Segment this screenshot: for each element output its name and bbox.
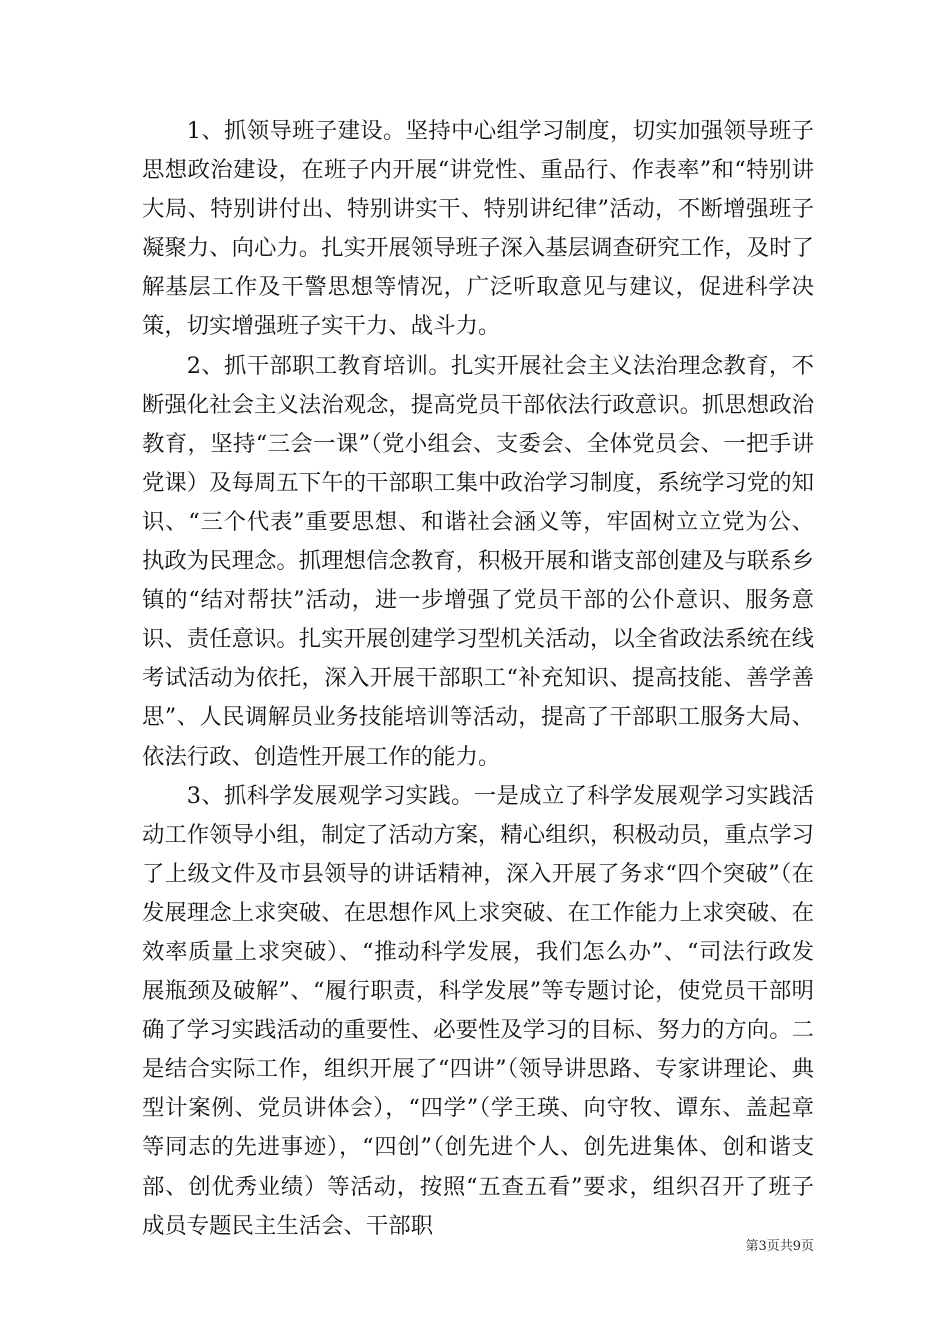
document-body xyxy=(142,112,814,1246)
paragraph-leadership: 1、抓领导班子建设。坚持中心组学习制度，切实加强领导班子思想政治建设，在班子内开展“讲党性、重品行、作表率”和“特别讲大局、特别讲付出、特别讲实干、特别讲纪律”活动，不断增强班子凝聚力、向心力。扎实开展领导班子深入基层调查研究工作，及时了解基层工作及干警思想等情况，广泛听取意见与建议，促进科学决策，切实增强班子实干力、战斗力。 xyxy=(142,118,814,340)
paragraph-scientific-development: 3、抓科学发展观学习实践。一是成立了科学发展观学习实践活动工作领导小组，制定了活动方案，精心组织，积极动员，重点学习了上级文件及市县领导的讲话精神，深入开展了务求“四个突破”（在发展理念上求突破、在思想作风上求突破、在工作能力上求突破、在效率质量上求突破）、“推动科学发展，我们怎么办”、“司法行政发展瓶颈及破解”、“履行职责，科学发展”等专题讨论，使党员干部明确了学习实践活动的重要性、必要性及学习的目标、努力的方向。二是结合实际工作，组织开展了“四讲”（领导讲思路、专家讲理论、典型计案例、党员讲体会），“四学”（学王瑛、向守牧、谭东、盖起章等同志的先进事迹），“四创”（创先进个人、创先进集体、创和谐支部、创优秀业绩）等活动，按照“五查五看”要求，组织召开了班子成员专题民主生活会、干部职 xyxy=(142,782,814,1239)
page-number: 第3页共9页 xyxy=(745,1239,814,1254)
paragraph-training: 2、抓干部职工教育培训。扎实开展社会主义法治理念教育，不断强化社会主义法治观念，提高党员干部依法行政意识。抓思想政治教育，坚持“三会一课”（党小组会、支委会、全体党员会、一把手讲党课）及每周五下午的干部职工集中政治学习制度，系统学习党的知识、“三个代表”重要思想、和谐社会涵义等，牢固树立立党为公、执政为民理念。抓理想信念教育，积极开展和谐支部创建及与联系乡镇的“结对帮扶”活动，进一步增强了党员干部的公仆意识、服务意识、责任意识。扎实开展创建学习型机关活动，以全省政法系统在线考试活动为依托，深入开展干部职工“补充知识、提高技能、善学善思”、人民调解员业务技能培训等活动，提高了干部职工服务大局、依法行政、创造性开展工作的能力。 xyxy=(142,352,814,770)
